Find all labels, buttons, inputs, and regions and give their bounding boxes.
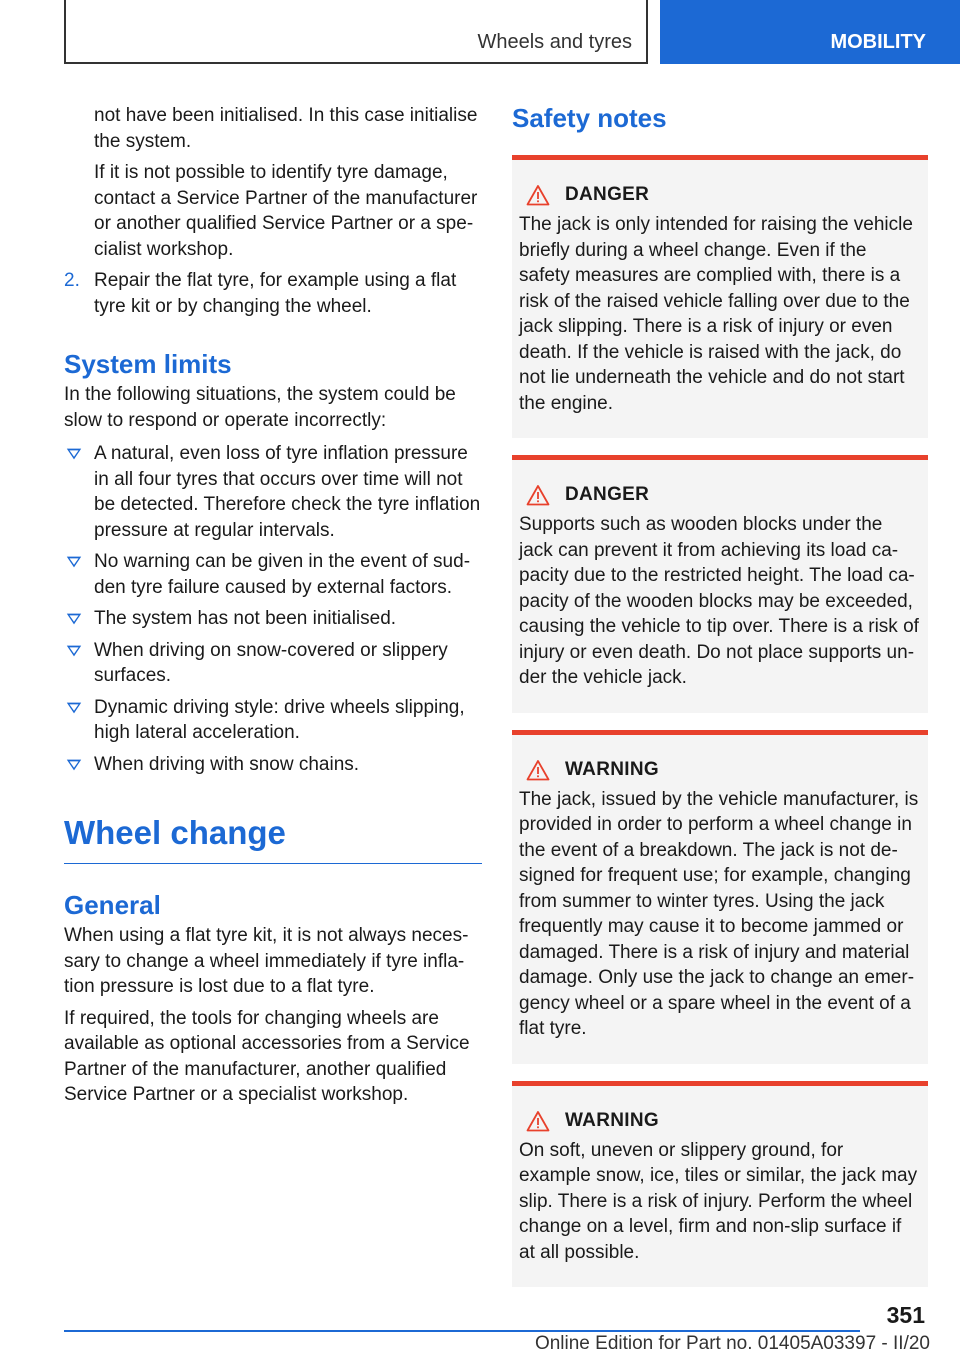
header-section-title: Wheels and tyres [477,31,632,53]
triangle-bullet-icon [67,449,81,460]
safety-notice-4 [512,1081,928,1288]
triangle-bullet-icon [67,557,81,568]
triangle-bullet-icon [67,614,81,625]
left-column [64,103,482,1108]
list-item [64,638,482,689]
right-column [512,103,928,1304]
header-section-tab [64,0,648,64]
general-paragraph-1: When using a flat tyre kit, it is not always necessary to change a wheel immediately if tyre inflation pressure is lost due to a flat tyre. [64,925,469,997]
system-limits-heading: System limits [64,349,232,379]
warning-triangle-icon [526,184,550,206]
page-number: 351 [886,1302,925,1328]
wheel-change-heading: Wheel change [64,813,482,864]
triangle-bullet-icon [67,759,81,770]
list-item [64,695,482,746]
list-item [64,606,482,632]
footer-divider [64,1330,860,1332]
list-item-text: The system has not been initialised. [94,608,397,629]
general-heading: General [64,890,161,920]
list-item [64,752,482,778]
general-paragraph-2: If required, the tools for changing wheels are available as optional accessories from a Service Partner of the manufacturer, another qualified Service Partner or a specialist workshop. [64,1007,470,1105]
safety-notice-1 [512,155,928,438]
system-limits-intro: In the following situations, the system could be slow to respond or operate incorrectly: [64,384,456,431]
step-item [64,268,482,319]
list-item-text: When driving on snow-covered or slippery surfaces. [94,639,448,686]
notice-text: The jack, issued by the vehicle manufacturer, is provided in order to perform a wheel change in the event of a breakdown. The jack is not designed for frequent use; for example, changing from summer to winter tyres. Using the jack frequently may cause it to become jammed or damaged. There is a risk of injury and material damage. Only use the jack to change an emergency wheel or a spare wheel in the event of a flat tyre. [519,788,919,1039]
list-item-text: No warning can be given in the event of sudden tyre failure caused by external factors. [94,551,471,598]
intro-line-1: not have been initialised. In this case initialise the system. [94,105,478,152]
list-item-text: Dynamic driving style: drive wheels slipping, high lateral acceleration. [94,696,465,743]
safety-notice-2 [512,455,928,713]
intro-line-2: If it is not possible to identify tyre damage, contact a Service Partner of the manufacturer or another qualified Service Partner or a specialist workshop. [94,162,478,260]
triangle-bullet-icon [67,702,81,713]
notice-level: WARNING [565,758,659,780]
notice-level: DANGER [565,484,650,505]
step-list [64,268,482,319]
warning-triangle-icon [526,484,550,506]
notice-text: The jack is only intended for raising the vehicle briefly during a wheel change. Even if the safety measures are complied with, there is a risk of the raised vehicle falling over due to the jack slipping. There is a risk of injury or even death. If the vehicle is raised with the jack, do not lie underneath the vehicle and do not start the engine. [519,214,913,414]
safety-notes-heading: Safety notes [512,103,667,133]
triangle-bullet-icon [67,645,81,656]
list-item-text: When driving with snow chains. [94,753,360,775]
warning-triangle-icon [526,759,550,781]
notice-level: WARNING [565,1109,659,1131]
list-item-text: A natural, even loss of tyre inflation pressure in all four tyres that occurs over time will not be detected. Therefore check the tyre inflation pressure at regular intervals. [94,443,481,541]
safety-notice-3 [512,730,928,1064]
header-chapter-title: MOBILITY [830,31,926,53]
warning-triangle-icon [526,1110,550,1132]
step-number: 2. [64,270,80,291]
notice-text: Supports such as wooden blocks under the jack can prevent it from achieving its load capacity due to the restricted height. The load capacity of the wooden blocks may be exceeded, causing the vehicle to tip over. There is a risk of injury or even death. Do not place supports under the vehicle jack. [519,514,919,688]
list-item [64,441,482,543]
step-text: Repair the flat tyre, for example using a flat tyre kit or by changing the wheel. [94,270,457,317]
edition-text: Online Edition for Part no. 01405A03397 - II/20 [534,1333,930,1354]
system-limits-list [64,441,482,777]
notice-level: DANGER [565,184,650,205]
header-chapter-tab [660,0,960,64]
list-item [64,549,482,600]
notice-text: On soft, uneven or slippery ground, for example snow, ice, tiles or similar, the jack may slip. There is a risk of injury. Perform the wheel change on a level, firm and non-slip surface if at all possible. [519,1139,918,1263]
